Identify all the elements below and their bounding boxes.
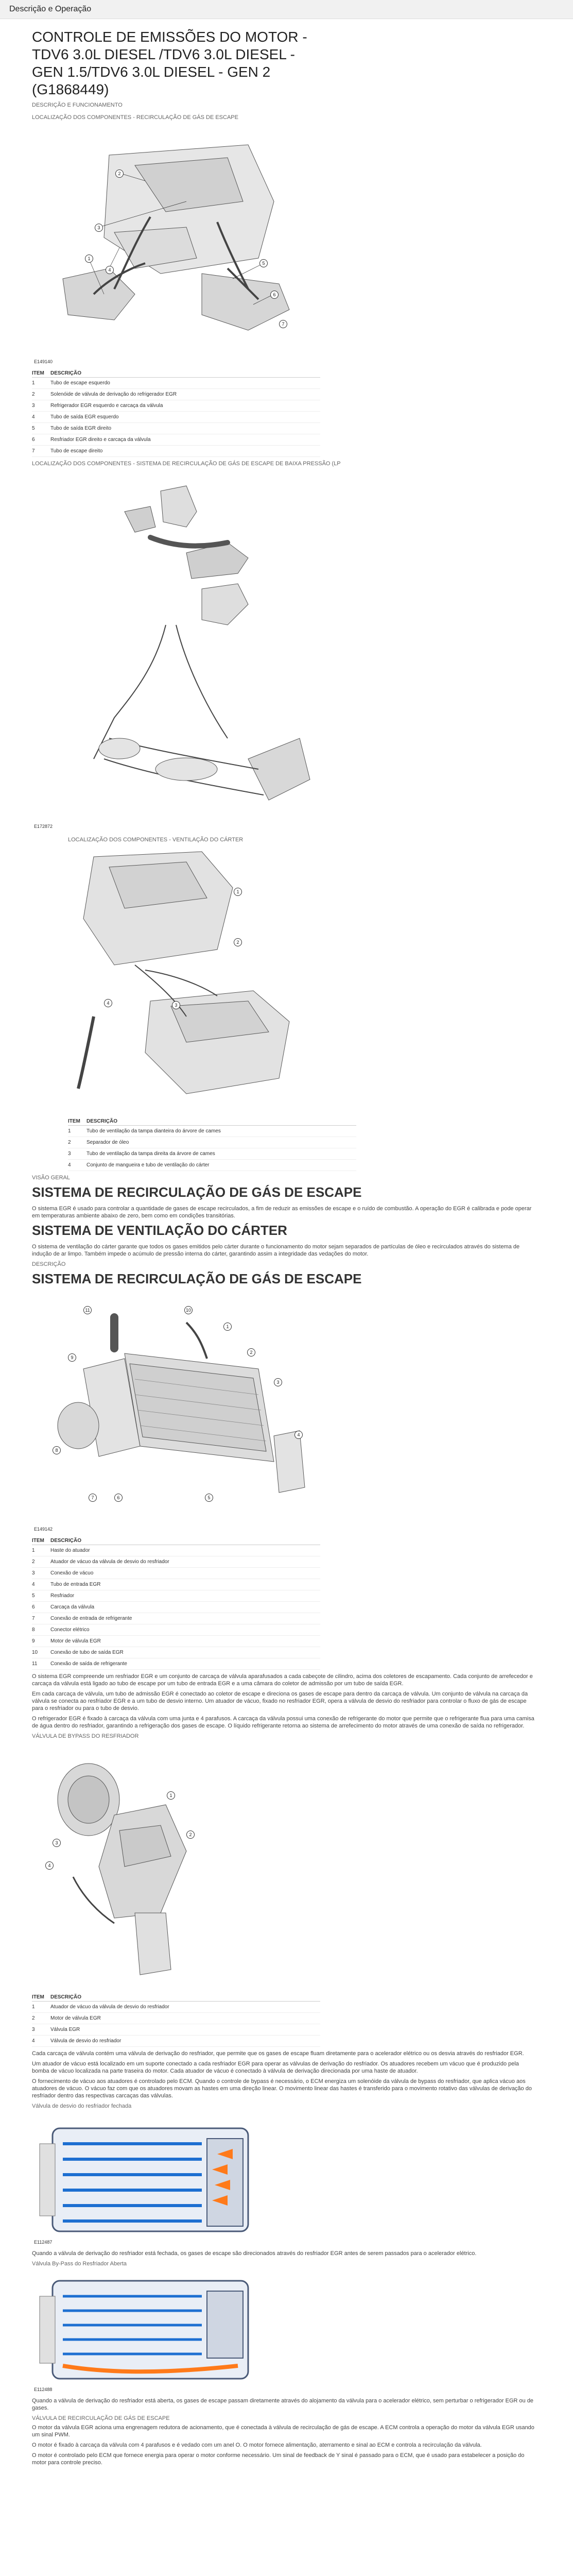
egr-valve-paragraph-1: O motor da válvula EGR aciona uma engrenagem redutora de acionamento, que é conectada à válvula de recirculação de gás de escape. A ECM controla a operação do motor da válvula EGR usando um sinal PWM.	[32, 2425, 534, 2438]
item-number: 1	[32, 2002, 50, 2013]
item-number: 2	[32, 1556, 50, 1568]
bypass-open-heading: Válvula By-Pass do Resfriador Aberta	[32, 2261, 127, 2267]
item-number: 11	[32, 1658, 50, 1670]
item-description: Motor de válvula EGR	[50, 2013, 320, 2024]
item-number: 4	[32, 412, 50, 423]
item-number: 7	[32, 1613, 50, 1624]
egr-valve-heading: VÁLVULA DE RECIRCULAÇÃO DE GÁS DE ESCAPE	[32, 2415, 170, 2421]
item-description: Carcaça da válvula	[50, 1602, 320, 1613]
callout-2: 2	[247, 1348, 255, 1357]
bypass-closed-paragraph: Quando a válvula de derivação do resfriador está fechada, os gases de escape são direcionados através do resfriador EGR antes de serem passados para o acelerador elétrico.	[32, 2250, 477, 2257]
item-number: 6	[32, 434, 50, 446]
item-description: Tubo de escape direito	[50, 446, 320, 457]
section-egr-heading: SISTEMA DE RECIRCULAÇÃO DE GÁS DE ESCAPE	[32, 1184, 362, 1200]
item-number: 2	[68, 1137, 86, 1148]
item-description: Válvula EGR	[50, 2024, 320, 2036]
callout-11: 11	[83, 1306, 92, 1314]
callout-2: 2	[115, 170, 124, 178]
egr-cooler-figure	[32, 1292, 320, 1534]
crankcase-figure	[32, 846, 320, 1114]
bypass-paragraph-3: O fornecimento de vácuo aos atuadores é controlado pelo ECM. Quando o controle de bypass é necessário, o ECM energiza um solenóide da válvula de bypass do resfriador, que aplica vácuo aos atuadores de vácuo. O vácuo faz com que os atuadores movam as hastes em uma direção linear. O movimento linear das hastes é transferido para o movimento rotativo das válvulas de derivação do resfriador dentro das respectivas carcaças das válvulas.	[32, 2078, 532, 2099]
egr-component-figure	[32, 124, 320, 366]
egr-valve-paragraph-3: O motor é controlado pelo ECM que fornece energia para operar o motor conforme necessário. Um sinal de feedback de Y sinal é passado para o ECM, que é usado para estabelecer a posição do motor para controle preciso.	[32, 2452, 525, 2466]
figure-id: E112488	[34, 2387, 53, 2392]
crankcase-overview-paragraph: O sistema de ventilação do cárter garante que todos os gases emitidos pelo cárter durante o funcionamento do motor sejam separados de partículas de óleo e recirculados através do sistema de indução de ar limpo. Também impede o acúmulo de pressão interna do cárter, garantindo assim a integridade das vedações do motor.	[32, 1244, 520, 1257]
callout-7: 7	[279, 320, 287, 328]
bypass-closed-illustration	[32, 2113, 274, 2247]
egr-cooler-items-table	[32, 1537, 320, 1670]
item-number: 7	[32, 446, 50, 457]
callout-10: 10	[184, 1306, 193, 1314]
item-description: Refrigerador EGR esquerdo e carcaça da válvula	[50, 400, 320, 412]
item-description: Válvula de desvio do resfriador	[50, 2036, 320, 2047]
bypass-open-figure	[32, 2270, 274, 2394]
egr-system-paragraph-1: O sistema EGR compreende um resfriador EGR e um conjunto de carcaça de válvula aparafusados a cada cabeçote de cilindro, acima dos coletores de escapamento. Cada conjunto de arrefecedor e carcaça da válvula está ligado ao tubo de escape por um tubo de entrada EGR e a uma câmara do coletor de admissão por um tubo de saída EGR.	[32, 1673, 533, 1687]
item-description: Resfriador EGR direito e carcaça da válvula	[50, 434, 320, 446]
location-heading-egr: LOCALIZAÇÃO DOS COMPONENTES - RECIRCULAÇÃO DE GÁS DE ESCAPE	[32, 114, 238, 121]
bypass-valve-figure	[32, 1743, 217, 1990]
bypass-paragraph-2: Um atuador de vácuo está localizado em um suporte conectado a cada resfriador EGR para operar as válvulas de derivação do resfriador. Os atuadores recebem um vácuo que é produzido pela bomba de vácuo localizada na parte traseira do motor. Cada atuador de vácuo é conectado à válvula de derivação direcionada por uma haste de atuador.	[32, 2061, 519, 2074]
table-row	[32, 434, 320, 446]
callout-2: 2	[186, 1831, 195, 1839]
table-row	[68, 1137, 356, 1148]
callout-5: 5	[205, 1494, 213, 1502]
item-description: Conexão de entrada de refrigerante	[50, 1613, 320, 1624]
callout-9: 9	[68, 1353, 76, 1362]
item-number: 8	[32, 1624, 50, 1636]
item-number: 1	[32, 1545, 50, 1556]
item-description: Tubo de escape esquerdo	[50, 378, 320, 389]
table-row	[32, 1647, 320, 1658]
item-number: 3	[32, 2024, 50, 2036]
bypass-valve-items-table	[32, 1993, 320, 2047]
column-header-description: DESCRIÇÃO	[50, 1537, 320, 1545]
callout-3: 3	[53, 1839, 61, 1847]
item-description: Atuador de vácuo da válvula de desvio do resfriador	[50, 1556, 320, 1568]
item-description: Haste do atuador	[50, 1545, 320, 1556]
table-row	[32, 2002, 320, 2013]
item-description: Conexão de vácuo	[50, 1568, 320, 1579]
column-header-description: DESCRIÇÃO	[86, 1117, 356, 1126]
figure-id: E149140	[34, 359, 53, 364]
table-row	[68, 1148, 356, 1160]
table-row	[32, 1658, 320, 1670]
figure-id: E112487	[34, 2240, 53, 2245]
figure-id: E172872	[34, 824, 53, 829]
column-header-description: DESCRIÇÃO	[50, 369, 320, 378]
item-number: 4	[32, 2036, 50, 2047]
egr-system-paragraph-2: Em cada carcaça de válvula, um tubo de admissão EGR é conectado ao coletor de escape e direciona os gases de escape para dentro da carcaça de válvula. Um conjunto de válvula na carcaça da válvula se conecta ao resfriador EGR e a um tubo de desvio interno. Um atuador de vácuo, fixado no resfriador EGR, opera a válvula de desvio do resfriador para controlar o fluxo de gás de escape para o resfriador ou para o tubo de desvio.	[32, 1691, 528, 1711]
callout-3: 3	[95, 224, 103, 232]
item-number: 2	[32, 2013, 50, 2024]
table-row	[32, 2036, 320, 2047]
table-row	[32, 1624, 320, 1636]
egr-overview-paragraph: O sistema EGR é usado para controlar a quantidade de gases de escape recirculados, a fim de reduzir as emissões de escape e o ruído de combustão. A operação do EGR é calibrada e pode operar em temperaturas ambiente abaixo de zero, bem como em condições transitórias.	[32, 1206, 532, 1219]
item-number: 5	[32, 1590, 50, 1602]
egr-system-paragraph-3: O refrigerador EGR é fixado à carcaça da válvula com uma junta e 4 parafusos. A carcaça da válvula possui uma conexão de refrigerante do motor que permite que o refrigerante flua para uma camisa de água dentro do resfriador, garantindo a refrigeração dos gases de escape. O líquido refrigerante retorna ao sistema de arrefecimento do motor através de uma conexão de saída no refrigerador.	[32, 1716, 534, 1729]
bypass-valve-heading: VÁLVULA DE BYPASS DO RESFRIADOR	[32, 1733, 139, 1739]
item-description: Conjunto de mangueira e tubo de ventilação do cárter	[86, 1160, 356, 1171]
item-description: Tubo de entrada EGR	[50, 1579, 320, 1590]
callout-4: 4	[106, 266, 114, 274]
column-header-item: ITEM	[32, 369, 50, 378]
item-number: 3	[32, 400, 50, 412]
callout-3: 3	[172, 1001, 180, 1009]
table-row	[32, 423, 320, 434]
callout-6: 6	[114, 1494, 123, 1502]
table-row	[32, 1579, 320, 1590]
section-crankcase-heading: SISTEMA DE VENTILAÇÃO DO CÁRTER	[32, 1223, 287, 1238]
egr-valve-paragraph-2: O motor é fixado à carcaça da válvula com 4 parafusos e é vedado com um anel O. O motor fornece alimentação, aterramento e sinal ao ECM e controla a recirculação da válvula.	[32, 2442, 482, 2448]
callout-4: 4	[45, 1861, 54, 1870]
crankcase-items-table	[68, 1117, 356, 1171]
egr-cooler-illustration	[32, 1292, 320, 1534]
item-number: 9	[32, 1636, 50, 1647]
item-number: 3	[32, 1568, 50, 1579]
item-number: 1	[32, 378, 50, 389]
table-row	[32, 1590, 320, 1602]
top-bar	[0, 0, 573, 19]
item-description: Solenóide de válvula de derivação do refrigerador EGR	[50, 389, 320, 400]
header-title: Descrição e Operação	[9, 5, 92, 13]
item-description: Conector elétrico	[50, 1624, 320, 1636]
figure-id: E149142	[34, 1527, 53, 1532]
column-header-description: DESCRIÇÃO	[50, 1993, 320, 2002]
callout-1: 1	[85, 255, 93, 263]
item-description: Separador de óleo	[86, 1137, 356, 1148]
callout-4: 4	[294, 1431, 303, 1439]
table-row	[32, 412, 320, 423]
table-row	[32, 1556, 320, 1568]
egr-items-table	[32, 369, 320, 457]
callout-6: 6	[270, 291, 279, 299]
item-number: 4	[68, 1160, 86, 1171]
callout-1: 1	[234, 888, 242, 896]
lp-egr-illustration	[32, 470, 320, 831]
table-row	[32, 400, 320, 412]
item-number: 6	[32, 1602, 50, 1613]
callout-7: 7	[89, 1494, 97, 1502]
table-row	[32, 1545, 320, 1556]
item-number: 3	[68, 1148, 86, 1160]
bypass-closed-heading: Válvula de desvio do resfriador fechada	[32, 2103, 132, 2109]
crankcase-illustration	[32, 846, 320, 1114]
overview-heading: VISÃO GERAL	[32, 1175, 70, 1181]
item-description: Conexão de tubo de saída EGR	[50, 1647, 320, 1658]
table-row	[32, 1568, 320, 1579]
callout-8: 8	[53, 1446, 61, 1454]
bypass-closed-figure	[32, 2113, 274, 2247]
column-header-item: ITEM	[68, 1117, 86, 1126]
table-row	[32, 1602, 320, 1613]
item-number: 2	[32, 389, 50, 400]
table-row	[68, 1160, 356, 1171]
column-header-item: ITEM	[32, 1537, 50, 1545]
item-description: Atuador de vácuo da válvula de desvio do resfriador	[50, 2002, 320, 2013]
engine-egr-illustration	[32, 124, 320, 366]
section-egr-description-heading: SISTEMA DE RECIRCULAÇÃO DE GÁS DE ESCAPE	[32, 1271, 362, 1286]
table-row	[68, 1126, 356, 1137]
item-description: Resfriador	[50, 1590, 320, 1602]
bypass-open-paragraph: Quando a válvula de derivação do resfriador está aberta, os gases de escape passam diretamente através do alojamento da válvula para o acelerador elétrico, sem perturbar o refrigerador EGR ou de gases.	[32, 2398, 534, 2411]
item-number: 1	[68, 1126, 86, 1137]
bypass-open-illustration	[32, 2270, 274, 2394]
doc-subtitle: DESCRIÇÃO E FUNCIONAMENTO	[32, 102, 123, 108]
item-description: Tubo de saída EGR direito	[50, 423, 320, 434]
item-number: 5	[32, 423, 50, 434]
lp-egr-figure	[32, 470, 320, 831]
table-row	[32, 389, 320, 400]
description-heading: DESCRIÇÃO	[32, 1261, 66, 1267]
table-row	[32, 1613, 320, 1624]
bypass-paragraph-1: Cada carcaça de válvula contém uma válvula de derivação do resfriador, que permite que os gases de escape fluam diretamente para o acelerador elétrico ou os desvia através do resfriador EGR.	[32, 2050, 524, 2057]
table-row	[32, 378, 320, 389]
callout-5: 5	[259, 259, 268, 267]
table-row	[32, 2024, 320, 2036]
item-description: Tubo de ventilação da tampa dianteira do árvore de cames	[86, 1126, 356, 1137]
callout-1: 1	[167, 1791, 175, 1800]
table-row	[32, 446, 320, 457]
location-heading-crankcase: LOCALIZAÇÃO DOS COMPONENTES - VENTILAÇÃO DO CÁRTER	[68, 837, 244, 843]
item-description: Tubo de saída EGR esquerdo	[50, 412, 320, 423]
callout-3: 3	[274, 1378, 282, 1386]
callout-1: 1	[223, 1323, 232, 1331]
callout-4: 4	[104, 999, 112, 1007]
item-description: Conexão de saída de refrigerante	[50, 1658, 320, 1670]
page-title: CONTROLE DE EMISSÕES DO MOTOR - TDV6 3.0L DIESEL /TDV6 3.0L DIESEL - GEN 1.5/TDV6 3.0L DIESEL - GEN 2 (G1868449)	[32, 29, 307, 97]
table-row	[32, 1636, 320, 1647]
column-header-item: ITEM	[32, 1993, 50, 2002]
item-description: Motor de válvula EGR	[50, 1636, 320, 1647]
item-number: 10	[32, 1647, 50, 1658]
table-row	[32, 2013, 320, 2024]
item-number: 4	[32, 1579, 50, 1590]
item-description: Tubo de ventilação da tampa direita da árvore de cames	[86, 1148, 356, 1160]
callout-2: 2	[234, 938, 242, 946]
location-heading-lp-egr: LOCALIZAÇÃO DOS COMPONENTES - SISTEMA DE RECIRCULAÇÃO DE GÁS DE ESCAPE DE BAIXA PRESSÃO (LP	[32, 461, 341, 467]
bypass-valve-illustration	[32, 1743, 217, 1990]
document-body	[0, 28, 573, 2466]
